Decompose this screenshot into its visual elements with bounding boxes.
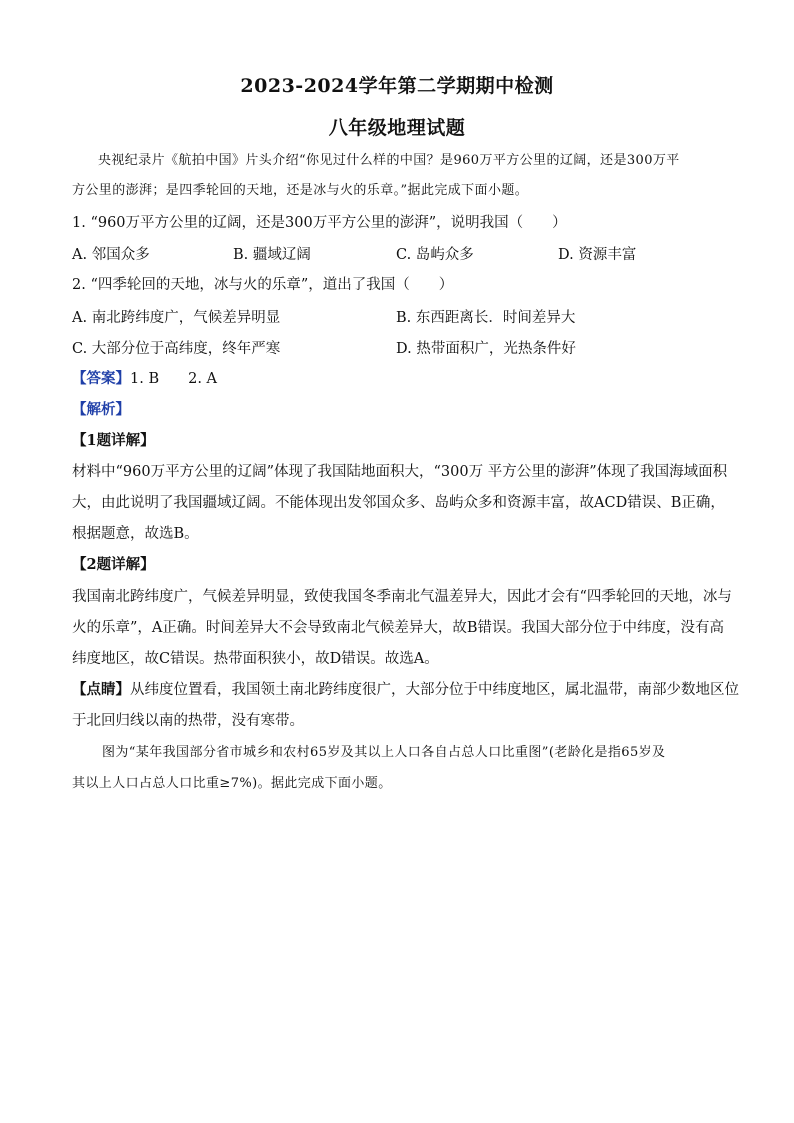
intro-line-1: 央视纪录片《航拍中国》片头介绍“你见过什么样的中国？是960万平方公里的辽阔，还是300万平 (98, 153, 680, 168)
intro2-line-1: 图为“某年我国部分省市城乡和农村65岁及其以上人口各自占总人口比重图”(老龄化是指65岁及 (102, 745, 666, 760)
document-subtitle: 八年级地理试题 (328, 117, 466, 139)
tip-line-1 (72, 679, 739, 701)
tip-label: 【点睛】 (72, 681, 130, 698)
detail-1-line-1: 材料中“960万平方公里的辽阔”体现了我国陆地面积大，“300万 平方公里的澎湃”体现了我国海域面积 (72, 464, 728, 480)
answer-text: 1. B 2. A (130, 371, 218, 387)
detail-2-line-3: 纬度地区，故C错误。热带面积狭小，故D错误。故选A。 (72, 651, 439, 667)
intro2-line-2: 其以上人口占总人口比重≥7%)。据此完成下面小题。 (72, 776, 392, 791)
tip-line-2: 于北回归线以南的热带，没有寒带。 (72, 713, 304, 729)
document-title: 2023-2024学年第二学期期中检测 (240, 75, 554, 97)
answer-label: 【答案】 (72, 370, 130, 387)
detail-2-line-2: 火的乐章”，A正确。时间差异大不会导致南北气候差异大，故B错误。我国大部分位于中纬度，没有高 (72, 620, 725, 636)
question-1-option-c: C. 岛屿众多 (396, 247, 474, 263)
detail-1-line-2: 大，由此说明了我国疆域辽阔。不能体现出发邻国众多、岛屿众多和资源丰富，故ACD错误、B正确， (72, 495, 725, 511)
detail-2-line-1: 我国南北跨纬度广，气候差异明显，致使我国冬季南北气温差异大，因此才会有“四季轮回的天地，冰与 (72, 589, 732, 605)
answer-line (72, 368, 724, 390)
analysis-label: 【解析】 (72, 401, 130, 418)
question-1-option-b: B. 疆域辽阔 (233, 247, 311, 263)
intro-line-2: 方公里的澎湃；是四季轮回的天地，还是冰与火的乐章。”据此完成下面小题。 (72, 183, 529, 198)
question-1-option-d: D. 资源丰富 (558, 247, 637, 263)
question-2-option-b: B. 东西距离长．时间差异大 (396, 310, 576, 326)
question-2-option-a: A. 南北跨纬度广，气候差异明显 (72, 310, 281, 326)
question-1-option-a: A. 邻国众多 (72, 247, 150, 263)
question-1-stem: 1. “960万平方公里的辽阔，还是300万平方公里的澎湃”，说明我国（ ） (72, 215, 567, 231)
question-2-stem: 2. “四季轮回的天地，冰与火的乐章”，道出了我国（ ） (72, 277, 454, 293)
analysis-line (72, 399, 724, 421)
detail-1-label: 【1题详解】 (72, 432, 155, 449)
question-2-option-c: C. 大部分位于高纬度，终年严寒 (72, 341, 281, 357)
question-2-option-d: D. 热带面积广，光热条件好 (396, 341, 576, 357)
detail-1-line-3: 根据题意，故选B。 (72, 526, 199, 542)
detail-2-label: 【2题详解】 (72, 556, 155, 573)
tip-text-1: 从纬度位置看，我国领土南北跨纬度很广，大部分位于中纬度地区，属北温带，南部少数地区位 (130, 682, 739, 698)
